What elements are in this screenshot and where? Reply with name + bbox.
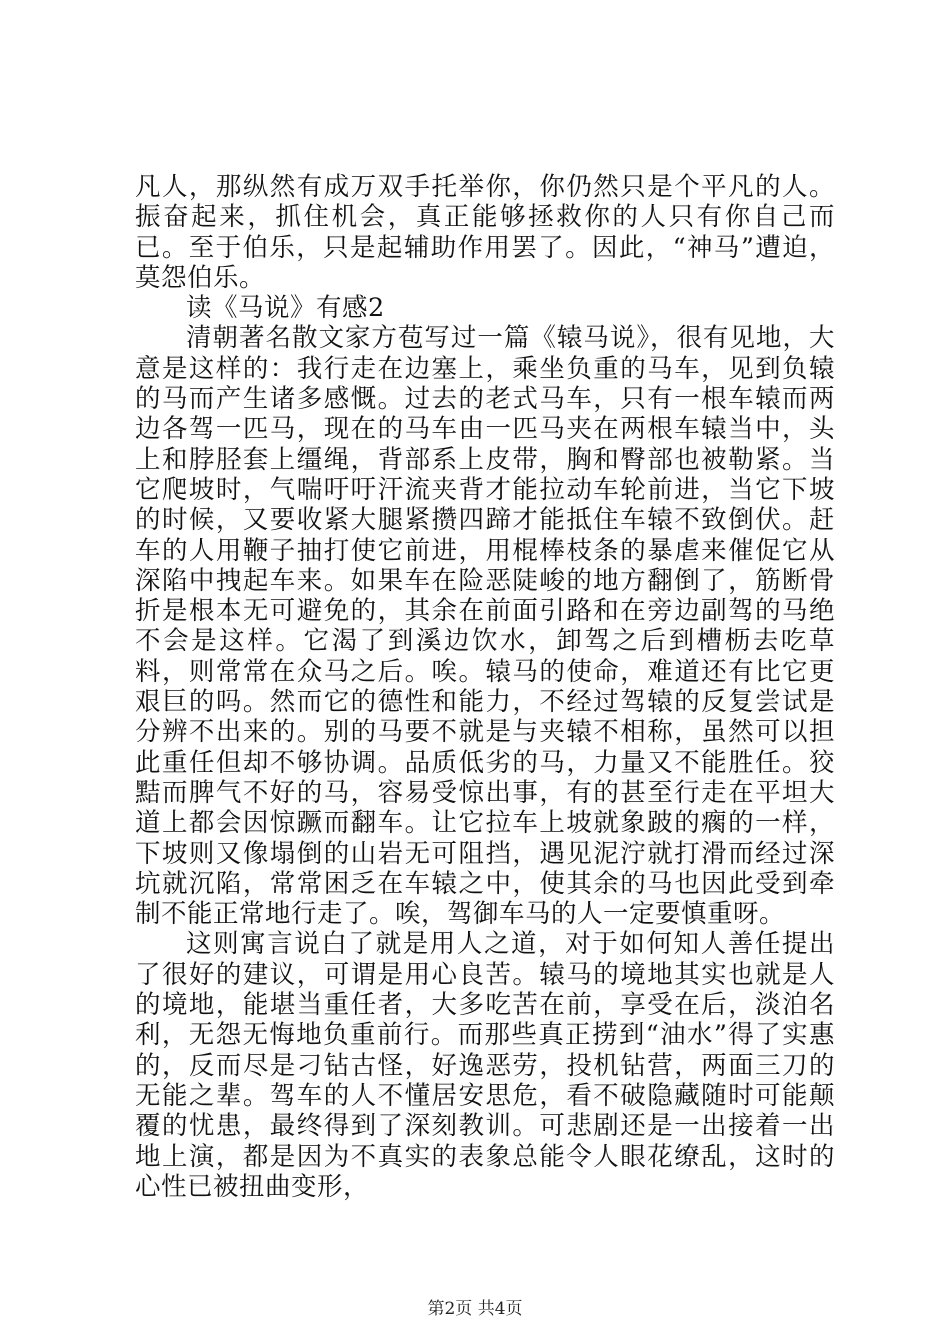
paragraph-continuation: 凡人，那纵然有成万双手托举你，你仍然只是个平凡的人。振奋起来，抓住机会，真正能够拯救你的人只有你自己而已。至于伯乐，只是起辅助作用罢了。因此，“神马”遭迫，莫怨伯乐。 [135, 172, 835, 293]
section-heading: 读《马说》有感2 [186, 293, 385, 324]
paragraph-yuanma-story: 清朝著名散文家方苞写过一篇《辕马说》，很有见地，大意是这样的：我行走在边塞上，乘坐负重的马车，见到负辕的马而产生诸多感慨。过去的老式马车，只有一根车辕而两边各驾一匹马，现在的马车由一匹马夹在两根车辕当中，头上和脖胫套上缰绳，背部系上皮带，胸和臀部也被勒紧。当它爬坡时，气喘吁吁汗流夹背才能拉动车轮前进，当它下坡的时候，又要收紧大腿紧攒四蹄才能抵住车辕不致倒伏。赶车的人用鞭子抽打使它前进，用棍棒枝条的暴虐来催促它从深陷中拽起车来。如果车在险恶陡峻的地方翻倒了，筋断骨折是根本无可避免的，其余在前面引路和在旁边副驾的马绝不会是这样。它渴了到溪边饮水，卸驾之后到槽枥去吃草料，则常常在众马之后。唉。辕马的使命，难道还有比它更艰巨的吗。然而它的德性和能力，不经过驾辕的反复尝试是分辨不出来的。别的马要不就是与夹辕不相称，虽然可以担此重任但却不够协调。品质低劣的马，力量又不能胜任。狡黠而脾气不好的马，容易受惊出事，有的甚至行走在平坦大道上都会因惊蹶而翻车。让它拉车上坡就象跛的瘸的一样，下坡则又像塌倒的山岩无可阻挡，遇见泥泞就打滑而经过深坑就沉陷，常常困乏在车辕之中，使其余的马也因此受到牵制不能正常地行走了。唉，驾御车马的人一定要慎重呀。 [135, 323, 835, 930]
paragraph-commentary: 这则寓言说白了就是用人之道，对于如何知人善任提出了很好的建议，可谓是用心良苦。辕马的境地其实也就是人的境地，能堪当重任者，大多吃苦在前，享受在后，淡泊名利，无怨无悔地负重前行。而那些真正捞到“油水”得了实惠的，反而尽是刁钻古怪，好逸恶劳，投机钻营，两面三刀的无能之辈。驾车的人不懂居安思危，看不破隐藏随时可能颠覆的忧患，最终得到了深刻教训。可悲剧还是一出接着一出地上演，都是因为不真实的表象总能令人眼花缭乱，这时的心性已被扭曲变形， [135, 929, 835, 1202]
body-text [135, 172, 835, 1202]
page-footer: 第2页 共4页 [427, 1299, 523, 1319]
